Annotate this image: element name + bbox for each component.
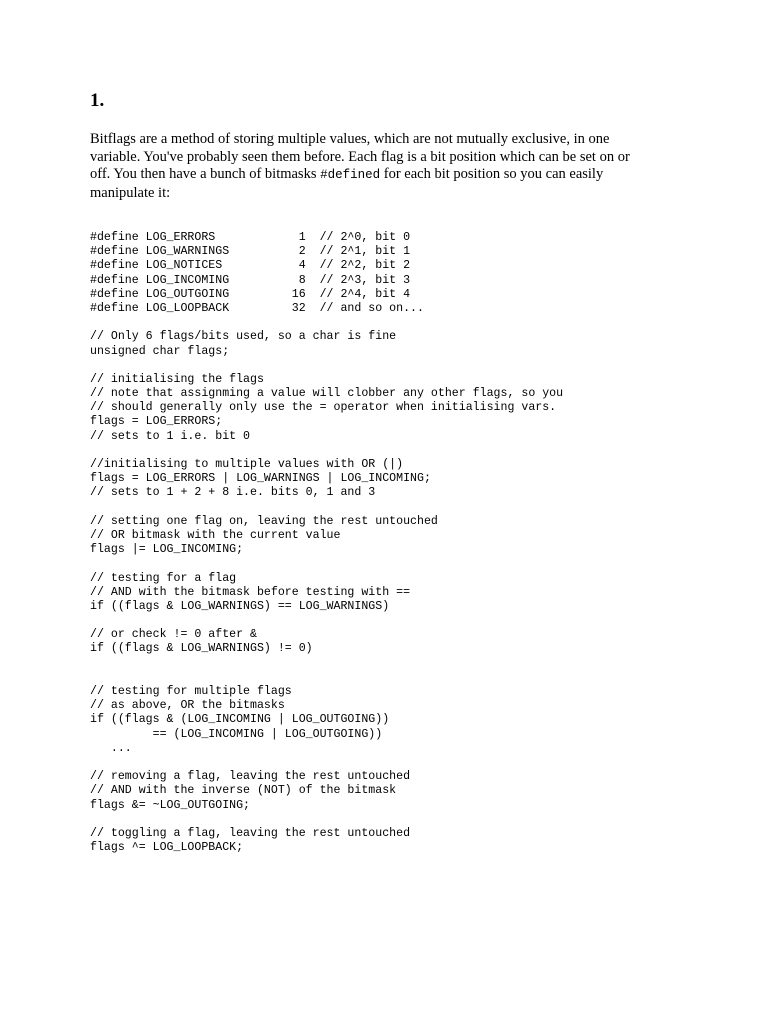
- code-line: if ((flags & LOG_WARNINGS) != 0): [90, 642, 313, 656]
- code-line: [90, 316, 563, 330]
- code-line: // AND with the inverse (NOT) of the bitmask: [90, 784, 397, 798]
- code-line: [90, 813, 563, 827]
- code-line: flags = LOG_ERRORS;: [90, 415, 223, 429]
- code-line: [90, 359, 563, 373]
- intro-text-after: for each bit position so you can easily manipulate it:: [90, 166, 604, 201]
- code-line: #define LOG_ERRORS 1 // 2^0, bit 0: [90, 231, 411, 244]
- code-block: [90, 231, 563, 855]
- code-line: // as above, OR the bitmasks: [90, 699, 285, 713]
- code-line: #define LOG_LOOPBACK 32 // and so on...: [90, 301, 424, 315]
- intro-paragraph: [90, 131, 650, 202]
- code-line: [90, 657, 563, 671]
- code-line: // sets to 1 i.e. bit 0: [90, 429, 251, 443]
- code-line: unsigned char flags;: [90, 344, 230, 358]
- code-line: if ((flags & LOG_WARNINGS) == LOG_WARNINGS): [90, 599, 390, 613]
- code-line: [90, 444, 563, 458]
- code-line: ...: [90, 741, 132, 755]
- code-line: // should generally only use the = operator when initialising vars.: [90, 401, 557, 415]
- code-line: // or check != 0 after &: [90, 628, 257, 642]
- code-line: // Only 6 flags/bits used, so a char is fine: [90, 330, 397, 344]
- code-line: // removing a flag, leaving the rest untouched: [90, 770, 411, 784]
- code-line: #define LOG_WARNINGS 2 // 2^1, bit 1: [90, 245, 411, 259]
- code-line: == (LOG_INCOMING | LOG_OUTGOING)): [90, 727, 383, 741]
- code-line: [90, 671, 563, 685]
- code-line: if ((flags & (LOG_INCOMING | LOG_OUTGOING)): [90, 713, 390, 727]
- code-line: // sets to 1 + 2 + 8 i.e. bits 0, 1 and 3: [90, 486, 376, 500]
- code-line: #define LOG_OUTGOING 16 // 2^4, bit 4: [90, 287, 411, 301]
- section-heading: 1.: [90, 90, 105, 111]
- intro-text-before: Bitflags are a method of storing multiple values, which are not mutually exclusive, in one variable. You've probably seen them before. Each flag is a bit position which can be set on or off. You then have a bunch of bitmasks: [90, 131, 630, 182]
- code-line: // initialising the flags: [90, 372, 264, 386]
- code-line: #define LOG_NOTICES 4 // 2^2, bit 2: [90, 259, 411, 273]
- code-line: [90, 501, 563, 515]
- code-line: #define LOG_INCOMING 8 // 2^3, bit 3: [90, 273, 411, 287]
- code-line: // note that assignming a value will clobber any other flags, so you: [90, 387, 564, 401]
- code-line: // testing for a flag: [90, 571, 237, 585]
- code-line: [90, 756, 563, 770]
- code-line: // AND with the bitmask before testing with ==: [90, 585, 411, 599]
- code-line: // testing for multiple flags: [90, 685, 292, 698]
- code-line: // OR bitmask with the current value: [90, 528, 341, 542]
- code-line: flags |= LOG_INCOMING;: [90, 543, 244, 557]
- code-line: // toggling a flag, leaving the rest untouched: [90, 826, 411, 840]
- code-line: flags &= ~LOG_OUTGOING;: [90, 798, 251, 812]
- inline-code-defined: #defined: [320, 168, 381, 182]
- code-line: [90, 557, 563, 571]
- code-line: [90, 614, 563, 628]
- code-line: // setting one flag on, leaving the rest untouched: [90, 514, 438, 528]
- code-line: flags = LOG_ERRORS | LOG_WARNINGS | LOG_INCOMING;: [90, 472, 431, 486]
- code-line: flags ^= LOG_LOOPBACK;: [90, 841, 244, 855]
- code-line: //initialising to multiple values with OR (|): [90, 458, 404, 471]
